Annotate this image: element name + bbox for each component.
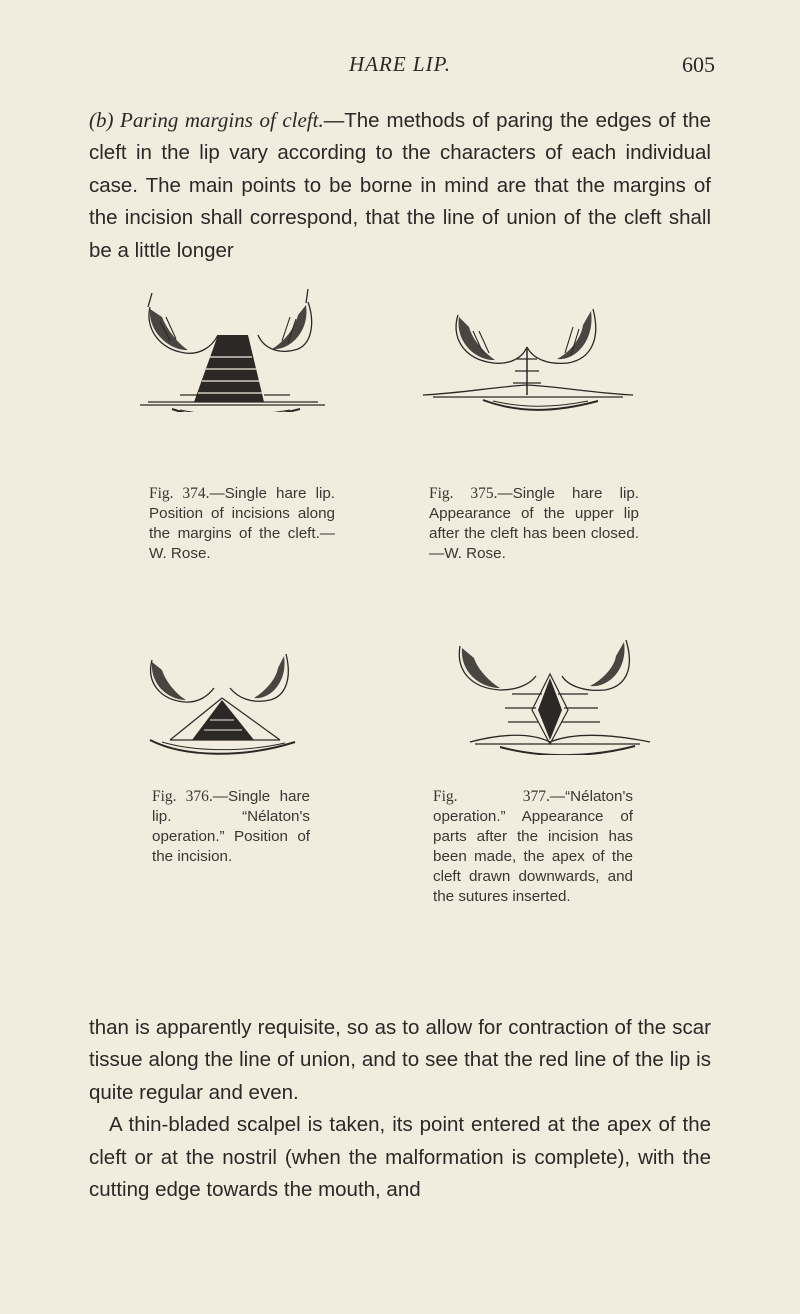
paragraph-continuation bbox=[89, 1012, 711, 1206]
caption-text: —Single hare lip. “Nélaton's operation.” Position of the incision. bbox=[152, 788, 310, 865]
caption-376 bbox=[152, 787, 310, 867]
figure-376-illustration bbox=[130, 640, 312, 755]
caption-text: —“Nélaton's operation.” Appearance of parts after the incision has been made, the apex of the cleft drawn downwards, and the sutures inserted. bbox=[433, 788, 633, 905]
paragraph-scalpel: A thin-bladed scalpel is taken, its point entered at the apex of the cleft or at the nostril (when the malformation is complete), with the cutting edge towards the mouth, and bbox=[89, 1113, 711, 1202]
running-head bbox=[0, 52, 800, 82]
caption-label: Fig. 377. bbox=[433, 788, 550, 805]
caption-375 bbox=[429, 484, 639, 564]
figure-375-illustration bbox=[423, 297, 633, 412]
caption-374 bbox=[149, 484, 335, 564]
caption-label: Fig. 376. bbox=[152, 788, 213, 805]
caption-label: Fig. 374. bbox=[149, 485, 210, 502]
paragraph-paring-margins bbox=[89, 104, 711, 267]
caption-text: —Single hare lip. Appearance of the upper lip after the cleft has been closed.—W. Rose. bbox=[429, 485, 639, 562]
caption-377 bbox=[433, 787, 633, 907]
caption-text: —Single hare lip. Position of incisions along the margins of the cleft.—W. Rose. bbox=[149, 485, 335, 562]
figure-377-illustration bbox=[450, 630, 655, 755]
paragraph-continuation-text: than is apparently requisite, so as to allow for contraction of the scar tissue along the line of union, and to see that the red line of the lip is quite regular and even. bbox=[89, 1016, 711, 1104]
page-number: 605 bbox=[682, 52, 715, 77]
paragraph-text: —The methods of paring the edges of the cleft in the lip vary according to the characters of each individual case. The main points to be borne in mind are that the margins of the incision shall correspond, that the line of union of the cleft shall be a little longer bbox=[89, 109, 711, 262]
caption-label: Fig. 375. bbox=[429, 485, 498, 502]
running-title: HARE LIP. bbox=[349, 52, 451, 76]
paragraph-lead: (b) Paring margins of cleft. bbox=[89, 108, 324, 132]
figure-374-illustration bbox=[140, 287, 325, 412]
